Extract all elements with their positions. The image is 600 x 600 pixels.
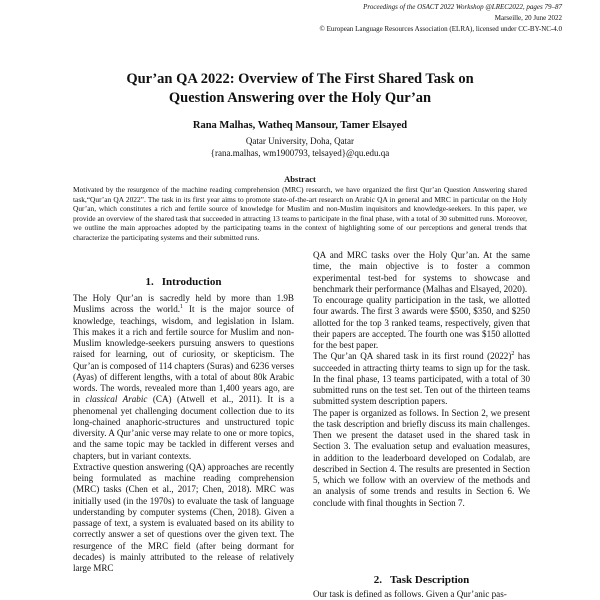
author-emails: {rana.malhas, wm1900793, telsayed}@qu.edu.qa (210, 148, 390, 158)
section-1-number: 1. (145, 276, 154, 288)
title-line-2: Question Answering over the Holy Qur’an (168, 90, 432, 106)
intro-paragraph-5: The Qur’an QA shared task in its first round $(2022)^2$ has succeeded in attracting thirty teams to sign up for the task. In the final phase, 13 teams participated, with a total of 30 submitted runs on the test set. Ten out of the thirteen teams submitted system description papers. (313, 351, 530, 407)
abstract-heading: Abstract (284, 174, 316, 184)
intro-paragraph-3: QA and MRC tasks over the Holy Qur’an. At the same time, the main objective is to foster a common experimental test-bed for systems to showcase and benchmark their performance (Malhas and Elsayed, 2020). (313, 250, 530, 294)
intro-paragraph-1: The Holy Qur’an is sacredly held by more than 1.9B Muslims across the world.$^1$ It is the major source of knowledge, teachings, wisdom, and legislation in Islam. This makes it a rich and fertile source for Muslim and non-Muslim knowledge-seekers pursuing answers to questions raised for learning, out of curiosity, or skepticism. The Qur’an is composed of 114 chapters (Suras) and 6236 verses (Ayas) of different lengths, with a total of about 80k Arabic words. The words, revealed more than 1,400 years ago, are in classical Arabic (CA) (Atwell et al., 2011). It is a phenomenal yet challenging document collection due to its long-chained anaphoric-structures and unstructured topic diversity. A Qur’anic verse may relate to one or more topics, and the same topic may be tackled in different verses and chapters, but in variant contexts. (73, 293, 295, 461)
author-affiliation-block (0, 135, 600, 159)
location-date-line: Marseille, 20 June 2022 (494, 14, 562, 22)
intro-paragraph-2: Extractive question answering (QA) approaches are recently being formulated as machine reading comprehension (MRC) tasks (Chen et al., 2017; Chen, 2018). MRC was initially used (in the 1970s) to evaluate the task of language understanding by computer systems (Chen, 2018). Given a passage of text, a system is evaluated based on its ability to correctly answer a set of questions over the given text. The resurgence of the MRC field (after being dormant for decades) is mainly attributed to the release of relatively large MRC (73, 461, 294, 573)
section-2-heading (313, 574, 530, 586)
license-line: © European Language Resources Association (ELRA), licensed under CC-BY-NC-4.0 (319, 25, 562, 33)
section-1-title: Introduction (161, 276, 222, 288)
author-names: Rana Malhas, Watheq Mansour, Tamer Elsayed (192, 120, 408, 131)
section-1-heading (73, 276, 294, 288)
intro-paragraph-4: To encourage quality participation in the task, we allotted four awards. The first 3 awards were $500, $350, and $250 allotted for the top 3 ranked teams, respectively, given that their papers are accepted. The fourth one was $150 allotted for the best paper. (313, 295, 530, 350)
paper-title (0, 70, 600, 108)
section-2-number: 2. (373, 574, 382, 586)
footnote-marker-1: 1 (180, 304, 184, 311)
proceedings-line: Proceedings of the OSACT 2022 Workshop @LREC2022, pages 79–87 (363, 3, 562, 11)
left-column (73, 293, 294, 574)
page-header (320, 2, 562, 35)
intro-paragraph-6: The paper is organized as follows. In Section 2, we present the task description and briefly discuss its main challenges. Then we present the dataset used in the shared task in Section 3. The evaluation setup and evaluation measures, in addition to the leaderboard developed on Codalab, are described in Section 4. The results are presented in Section 5, which we follow with an overview of the methods and an analysis of some trends and results in Section 6. We conclude with final thoughts in Section 7. (313, 407, 530, 508)
footnote-marker-2: 2 (511, 351, 515, 358)
section-2-title: Task Description (389, 574, 470, 586)
affiliation: Qatar University, Doha, Qatar (245, 136, 355, 146)
right-column (313, 250, 530, 509)
title-line-1: Qur’an QA 2022: Overview of The First Shared Task on (126, 71, 474, 87)
task-description-paragraph: Our task is defined as follows. Given a Qur’anic pas- (313, 589, 507, 599)
abstract-text: Motivated by the resurgence of the machine reading comprehension (MRC) research, we have organized the first Qur’an Question Answering shared task,“Qur’an QA 2022”. The task in its first year aims to promote state-of-the-art research on Arabic QA in general and MRC in particular on the Holy Qur’an, which constitutes a rich and fertile source of knowledge for Muslim and non-Muslim inquisitors and knowledge-seekers. In this paper, we provide an overview of the shared task that succeeded in attracting 13 teams to participate in the final phase, with a total of 30 submitted runs. Moreover, we outline the main approaches adopted by the participating teams in the context of highlighting some of our perceptions and general trends that characterize the participating systems and their submitted runs. (73, 185, 527, 242)
